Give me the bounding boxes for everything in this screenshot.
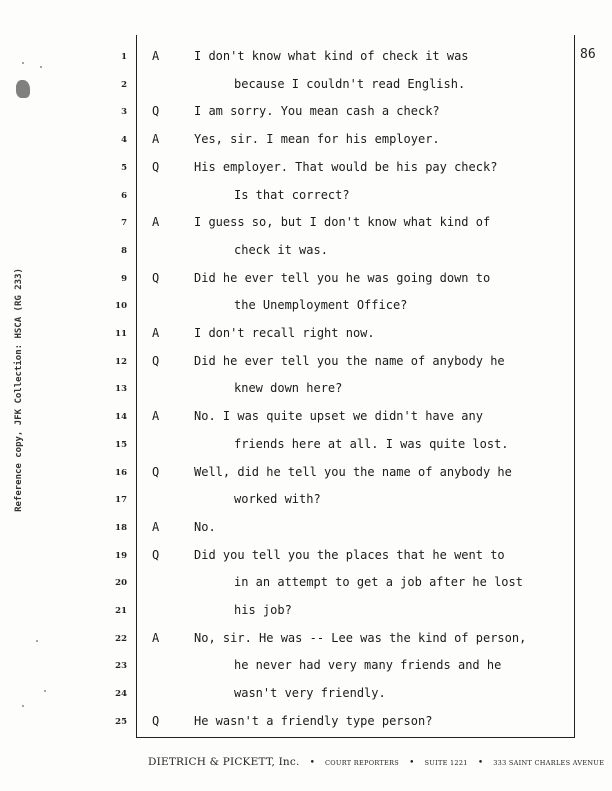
line-number: 24 <box>115 689 127 700</box>
line-number: 5 <box>121 162 127 173</box>
footer-separator: • <box>477 758 484 768</box>
testimony-text: Did he ever tell you he was going down to <box>194 270 491 285</box>
testimony-text: His employer. That would be his pay check? <box>194 159 498 174</box>
speaker-label: A <box>152 132 160 147</box>
line-number: 3 <box>121 107 127 118</box>
line-number: 23 <box>115 661 127 672</box>
line-number: 16 <box>115 467 127 478</box>
testimony-text: friends here at all. I was quite lost. <box>234 436 509 451</box>
testimony-text: Yes, sir. I mean for his employer. <box>194 132 440 147</box>
testimony-text: the Unemployment Office? <box>234 298 408 313</box>
testimony-text: check it was. <box>234 242 328 257</box>
line-number: 22 <box>115 633 127 644</box>
testimony-text: Did you tell you the places that he went to <box>194 547 505 562</box>
line-number: 7 <box>121 218 127 229</box>
footer-separator: • <box>409 758 415 768</box>
scan-speck <box>40 66 42 68</box>
line-number: 19 <box>115 550 127 561</box>
speaker-label: A <box>152 519 160 534</box>
page-number: 86 <box>580 47 596 62</box>
speaker-label: Q <box>152 270 160 285</box>
testimony-text: I don't know what kind of check it was <box>194 49 469 63</box>
footer-separator: • <box>309 758 315 768</box>
line-number: 12 <box>115 356 127 367</box>
speaker-label: A <box>152 409 160 424</box>
archive-reference-text: Reference copy, JFK Collection: HSCA (RG 233) <box>14 268 24 512</box>
testimony-text: knew down here? <box>234 381 343 396</box>
testimony-text: his job? <box>234 603 292 617</box>
testimony-text: wasn't very friendly. <box>234 686 386 701</box>
testimony-text: worked with? <box>234 492 321 507</box>
line-number: 15 <box>115 439 127 450</box>
line-number: 10 <box>115 301 127 312</box>
line-number: 2 <box>121 79 127 90</box>
archive-reference-caption <box>4 240 34 540</box>
testimony-text: I guess so, but I don't know what kind of <box>194 215 491 230</box>
testimony-text: in an attempt to get a job after he lost <box>234 575 523 590</box>
line-number: 25 <box>115 716 127 727</box>
line-number: 8 <box>121 245 127 256</box>
footer-address: 333 SAINT CHARLES AVENUE <box>493 759 605 767</box>
line-number: 13 <box>115 384 127 395</box>
footer-court-reporters: COURT REPORTERS <box>325 759 400 767</box>
footer-firm-name: DIETRICH & PICKETT, Inc. <box>148 756 300 768</box>
scan-speck <box>22 62 24 64</box>
testimony-text: because I couldn't read English. <box>234 76 466 91</box>
testimony-text: No, sir. He was -- Lee was the kind of person, <box>194 630 527 645</box>
line-number: 4 <box>121 135 127 146</box>
footer-suite: SUITE 1221 <box>424 759 468 767</box>
speaker-label: A <box>152 49 160 63</box>
speaker-label: Q <box>152 464 160 479</box>
scan-speck <box>22 705 24 707</box>
ink-stamp-mark <box>16 80 30 98</box>
speaker-label: Q <box>152 547 160 562</box>
testimony-text: No. <box>194 519 216 534</box>
speaker-label: Q <box>152 713 160 728</box>
scan-speck <box>36 640 38 642</box>
line-number: 1 <box>121 52 127 62</box>
line-number: 9 <box>121 273 127 284</box>
testimony-text: No. I was quite upset we didn't have any <box>194 409 483 424</box>
speaker-label: Q <box>152 104 160 119</box>
scan-speck <box>44 690 46 692</box>
speaker-label: A <box>152 630 160 645</box>
speaker-label: Q <box>152 159 160 174</box>
line-number: 11 <box>115 329 127 339</box>
testimony-text: I don't recall right now. <box>194 326 375 340</box>
testimony-text: Is that correct? <box>234 187 350 202</box>
line-number: 17 <box>115 495 127 506</box>
testimony-text: Well, did he tell you the name of anybody he <box>194 464 512 479</box>
line-number: 6 <box>121 190 127 201</box>
line-number: 18 <box>115 522 127 533</box>
testimony-text: Did he ever tell you the name of anybody he <box>194 353 505 368</box>
speaker-label: A <box>152 326 160 340</box>
speaker-label: A <box>152 215 160 230</box>
line-number: 20 <box>115 578 127 589</box>
line-number: 14 <box>115 412 127 423</box>
line-number: 21 <box>115 606 127 616</box>
testimony-text: I am sorry. You mean cash a check? <box>194 104 440 119</box>
testimony-text: He wasn't a friendly type person? <box>194 713 433 728</box>
speaker-label: Q <box>152 353 160 368</box>
testimony-text: he never had very many friends and he <box>234 658 502 673</box>
reporter-footer <box>148 750 605 769</box>
